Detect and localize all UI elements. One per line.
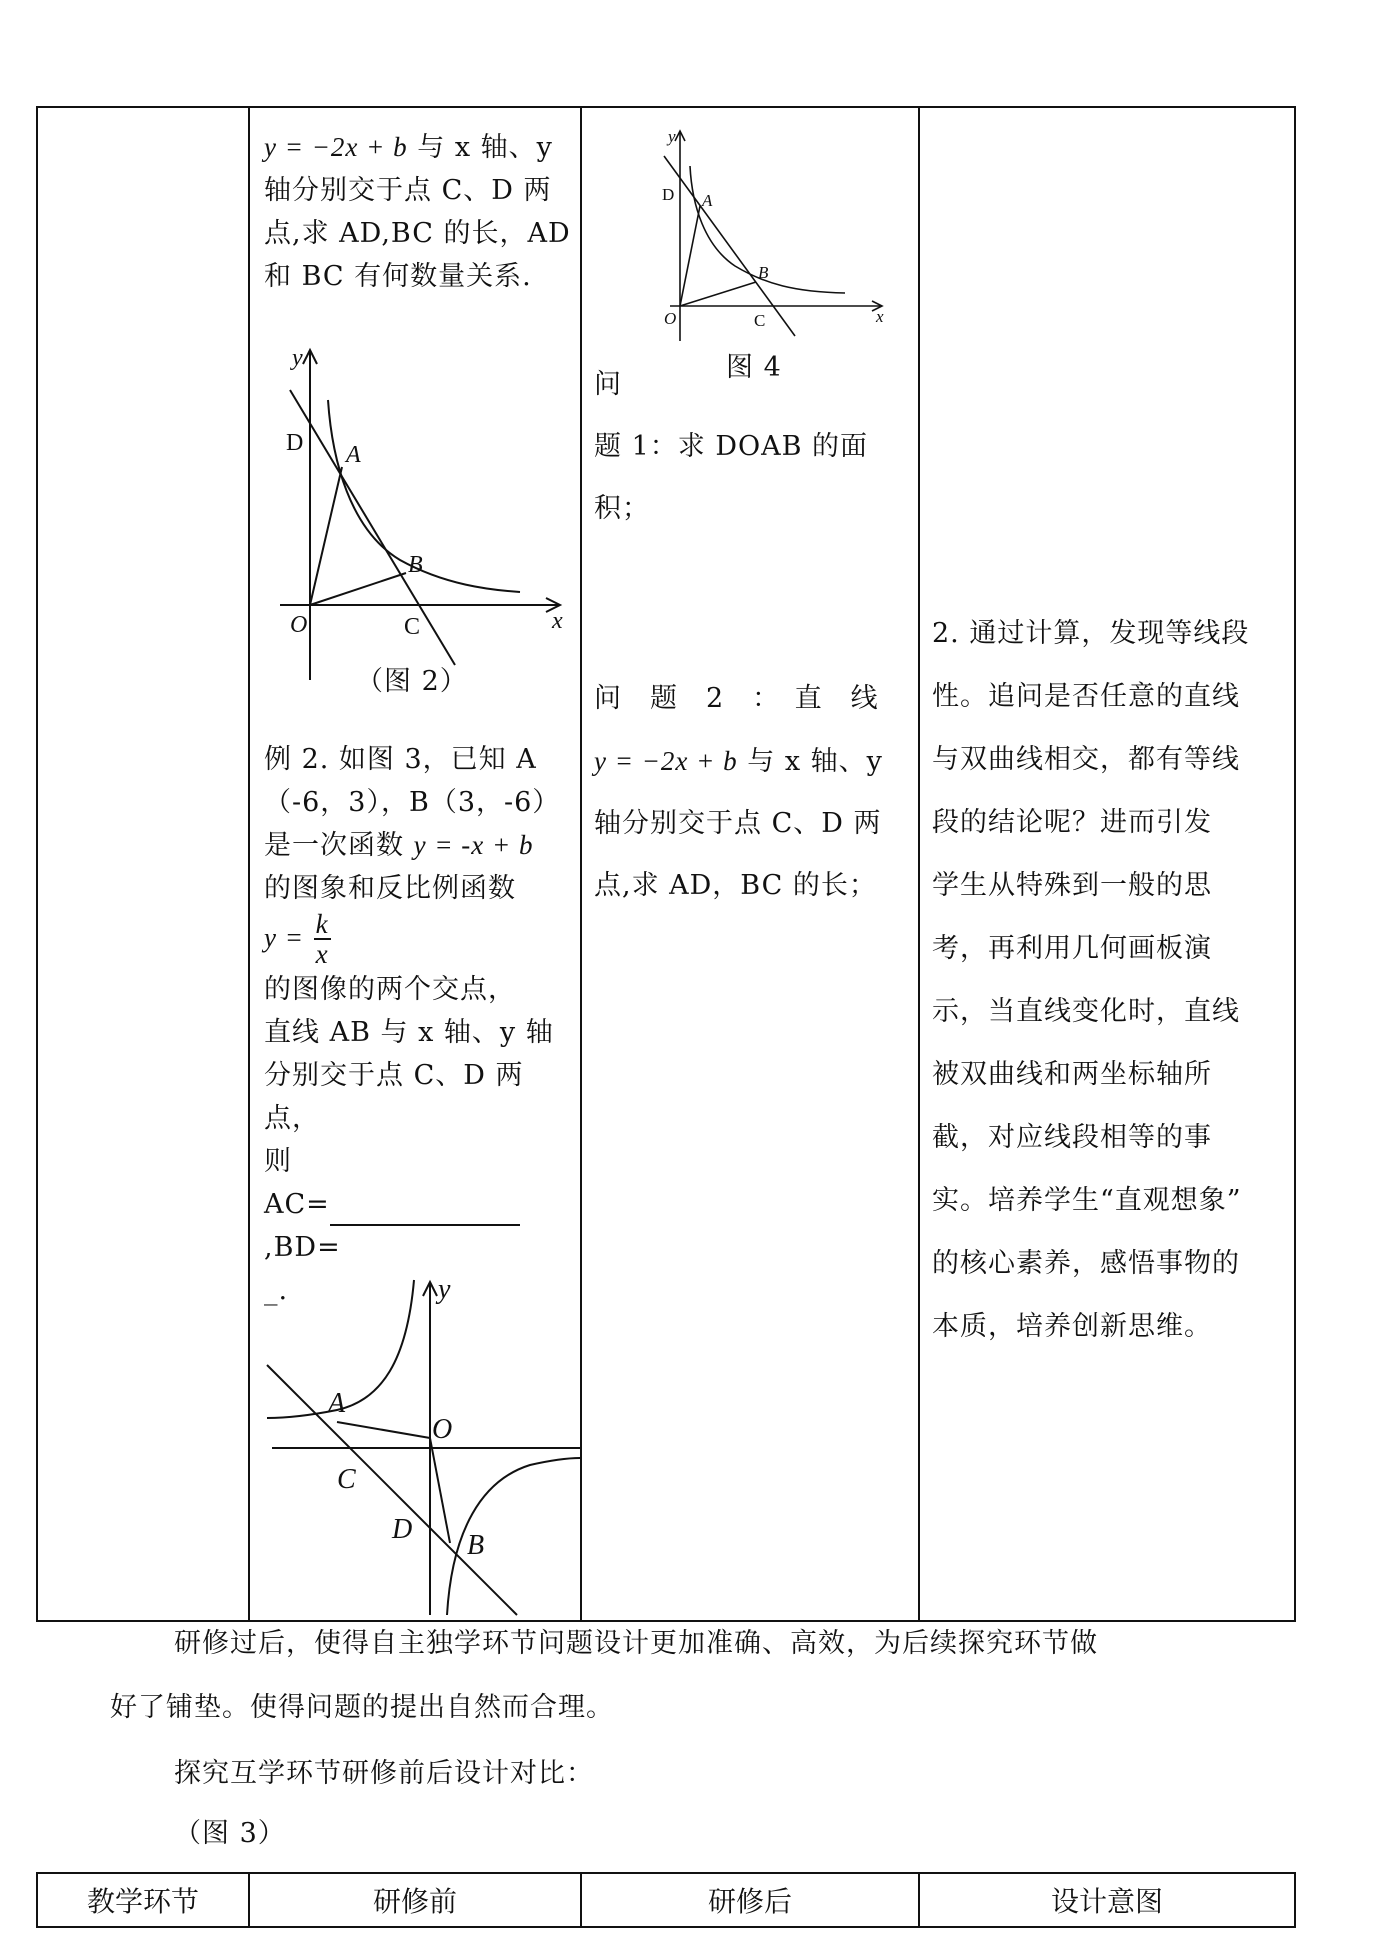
table2-header-after: 研修后 [707, 1885, 792, 1918]
fig2-label-b: B [408, 552, 423, 578]
design-intent-line: 的核心素养，感悟事物的 [932, 1248, 1240, 1279]
fraction-k-over-x [314, 910, 331, 968]
col2-text-1: 与 x 轴、y [417, 132, 553, 163]
table2-top-border [36, 1872, 1296, 1874]
design-intent-line: 2. 通过计算，发现等线段 [932, 618, 1250, 649]
fraction-denominator: x [315, 939, 329, 969]
answer-ac-blank [330, 1198, 520, 1226]
table1-col-line-0 [36, 106, 38, 1622]
body-paragraph-1-line-2: 好了铺垫。使得问题的提出自然而合理。 [110, 1692, 614, 1723]
example-line-1: 例 2. 如图 3，已知 A [264, 744, 537, 775]
question-2-equation: y = −2x + b [594, 746, 738, 776]
design-intent-text [932, 602, 1292, 1358]
question-2-line-1: 问 题 2 ： 直 线 [594, 683, 879, 714]
question-2-line-3: 轴分别交于点 C、D 两 [594, 808, 882, 839]
fig4-caption: 图 4 [726, 352, 782, 383]
example-line-6: 直线 AB 与 x 轴、y 轴 [264, 1017, 554, 1048]
answer-bd-label: ,BD= [264, 1232, 341, 1263]
table1-col-line-1 [248, 106, 250, 1622]
fig3-label-o: O [432, 1414, 453, 1445]
fig3-label-b: B [467, 1530, 485, 1561]
fig3-label-y: y [438, 1274, 451, 1305]
body-paragraph-2: 探究互学环节研修前后设计对比： [174, 1758, 594, 1789]
body-paragraph-3: （图 3） [174, 1818, 286, 1849]
fig2-label-o: O [290, 612, 308, 638]
fig2-label-d: D [286, 430, 304, 456]
table1-bottom-border [36, 1620, 1296, 1622]
col2-text-2: 轴分别交于点 C、D 两 [264, 175, 552, 206]
fig3-label-a: A [328, 1388, 346, 1419]
example-line-7: 分别交于点 C、D 两点， [264, 1060, 524, 1134]
design-intent-line: 实。培养学生“直观想象” [932, 1185, 1242, 1216]
example-line-2: （-6，3），B（3，-6） [264, 787, 561, 818]
fraction-lhs: y = [264, 922, 304, 953]
fig3-label-d: D [392, 1514, 413, 1545]
figure-2 [270, 340, 580, 680]
figure-4 [650, 126, 890, 346]
table2-header-bottom [36, 1926, 1296, 1928]
fig2-label-a: A [346, 442, 361, 468]
design-intent-line: 本质，培养创新思维。 [932, 1311, 1212, 1342]
question-1-body: 题 1：求 DOAB 的面积； [594, 431, 869, 524]
col2-intro-text [264, 126, 574, 298]
design-intent-line: 截，对应线段相等的事 [932, 1122, 1212, 1153]
fig4-label-a: A [702, 191, 713, 210]
fig4-label-b: B [758, 263, 769, 282]
table2-col-line-4 [1294, 1872, 1296, 1928]
table2-header-intent: 设计意图 [1050, 1885, 1163, 1918]
example-line-3: 是一次函数 [264, 830, 404, 861]
example-line-8: 则 [264, 1146, 292, 1177]
body-paragraph-1-line-1: 研修过后，使得自主独学环节问题设计更加准确、高效，为后续探究环节做 [174, 1628, 1098, 1659]
design-intent-line: 学生从特殊到一般的思 [932, 870, 1212, 901]
question-2-line-4: 点,求 AD，BC 的长； [594, 870, 877, 901]
equation-line-1: y = −2x + b [264, 132, 408, 162]
example-line-5: 的图像的两个交点， [264, 974, 516, 1005]
example-line-4: 的图象和反比例函数 [264, 873, 516, 904]
fig4-label-x: x [876, 307, 884, 326]
fig4-label-d: D [662, 185, 675, 204]
design-intent-line: 性。追问是否任意的直线 [932, 681, 1240, 712]
fraction-numerator: k [315, 909, 329, 939]
col2-text-4: 和 BC 有何数量关系. [264, 261, 532, 292]
fig3-label-c: C [337, 1464, 356, 1495]
example-2-text [264, 738, 574, 1312]
table1-col-line-2 [580, 106, 582, 1622]
question-2-text [594, 668, 910, 917]
fig4-label-o: O [664, 309, 677, 328]
answer-end: _. [264, 1275, 289, 1306]
design-intent-line: 考，再利用几何画板演 [932, 933, 1212, 964]
fig2-label-x: x [552, 608, 563, 634]
fig2-label-y: y [292, 345, 303, 371]
table2-header-before: 研修前 [372, 1885, 457, 1918]
question-1-prefix: 问 [594, 369, 622, 400]
question-1-text [594, 354, 910, 540]
fig4-label-y: y [668, 127, 676, 146]
design-intent-line: 与双曲线相交，都有等线 [932, 744, 1240, 775]
table1-col-line-3 [918, 106, 920, 1622]
table1-top-border [36, 106, 1296, 108]
figure-3 [262, 1270, 580, 1620]
fig2-label-c: C [404, 614, 421, 640]
fig2-caption: （图 2） [356, 666, 468, 697]
col2-text-3: 点,求 AD,BC 的长，AD [264, 218, 571, 249]
table1-col-line-4 [1294, 106, 1296, 1622]
example-equation: y = -x + b [413, 830, 534, 860]
table2-header-teaching-stage: 教学环节 [86, 1885, 199, 1918]
design-intent-line: 示，当直线变化时，直线 [932, 996, 1240, 1027]
question-2-line-2: 与 x 轴、y [747, 746, 883, 777]
design-intent-line: 被双曲线和两坐标轴所 [932, 1059, 1212, 1090]
answer-ac-label: AC= [264, 1189, 330, 1220]
fig4-label-c: C [754, 311, 766, 330]
design-intent-line: 段的结论呢？进而引发 [932, 807, 1212, 838]
